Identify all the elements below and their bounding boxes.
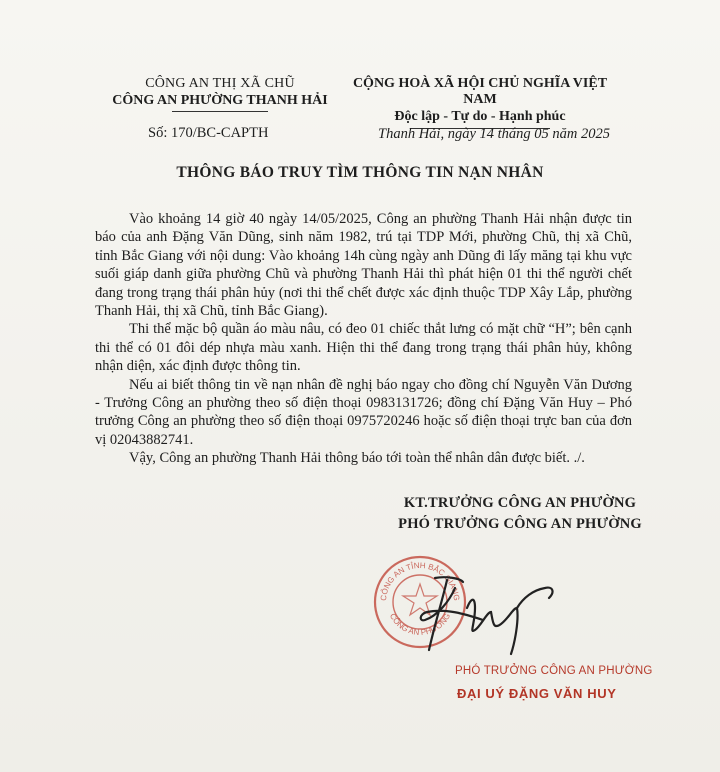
signature-heading — [385, 493, 655, 535]
body-paragraph: Thi thể mặc bộ quần áo màu nâu, có đeo 01 chiếc thắt lưng có mặt chữ “H”; bên cạnh thi thể có 01 đôi dép nhựa màu xanh. Hiện thi thể đang trong trạng thái phân hủy, không nhận diện, xác định được thông tin. — [95, 321, 632, 375]
body-paragraph: Vậy, Công an phường Thanh Hải thông báo tới toàn thể nhân dân được biết. ./. — [129, 450, 585, 467]
national-motto: Độc lập - Tự do - Hạnh phúc — [394, 109, 566, 124]
agency-underline — [172, 111, 268, 112]
signer-authority: KT.TRƯỞNG CÔNG AN PHƯỜNG — [403, 495, 637, 511]
seal-text-bottom: CÔNG AN PHƯỜNG — [387, 611, 453, 638]
signer-position: PHÓ TRƯỞNG CÔNG AN PHƯỜNG — [398, 516, 642, 532]
national-header — [335, 76, 625, 129]
document-body — [95, 210, 632, 468]
signer-name-stamp: ĐẠI UÝ ĐẶNG VĂN HUY — [457, 686, 617, 701]
parent-agency: CÔNG AN THỊ XÃ CHŨ — [145, 76, 295, 91]
seal-text-top: CÔNG AN TỈNH BẮC GIANG — [378, 560, 462, 602]
place-date: Thanh Hải, ngày 14 tháng 05 năm 2025 — [378, 126, 610, 142]
document-number: Số: 170/BC-CAPTH — [148, 125, 269, 141]
body-paragraph: Vào khoảng 14 giờ 40 ngày 14/05/2025, Công an phường Thanh Hải nhận được tin báo của anh Đặng Văn Dũng, sinh năm 1982, trú tại TDP Mới, phường Chũ, thị xã Chũ, tỉnh Bắc Giang với nội dung: Vào khoảng 14h cùng ngày anh Dũng đi lấy măng tại khu vực suối giáp danh giữa phường Chũ và phường Thanh Hải thì phát hiện 01 thi thể người chết đang trong trạng thái phân hủy (nơi thi thể chết được xác định thuộc TDP Xây Lắp, phường Thanh Hải, thị xã Chũ, tỉnh Bắc Giang). — [95, 211, 632, 320]
document-title: THÔNG BÁO TRUY TÌM THÔNG TIN NẠN NHÂN — [176, 164, 544, 181]
agency-header — [100, 76, 340, 112]
issuing-agency: CÔNG AN PHƯỜNG THANH HẢI — [112, 93, 328, 108]
national-title: CỘNG HOÀ XÃ HỘI CHỦ NGHĨA VIỆT NAM — [352, 76, 608, 107]
signer-title-stamp: PHÓ TRƯỞNG CÔNG AN PHƯỜNG — [455, 665, 653, 677]
body-paragraph: Nếu ai biết thông tin về nạn nhân đề nghị báo ngay cho đồng chí Nguyễn Văn Dương - Trưởng Công an phường theo số điện thoại 0983131726; đồng chí Đặng Văn Huy – Phó trưởng Công an phường theo số điện thoại 0975720246 hoặc số điện thoại trực ban của đơn vị 02043882741. — [95, 376, 632, 448]
handwritten-signature — [405, 568, 580, 658]
